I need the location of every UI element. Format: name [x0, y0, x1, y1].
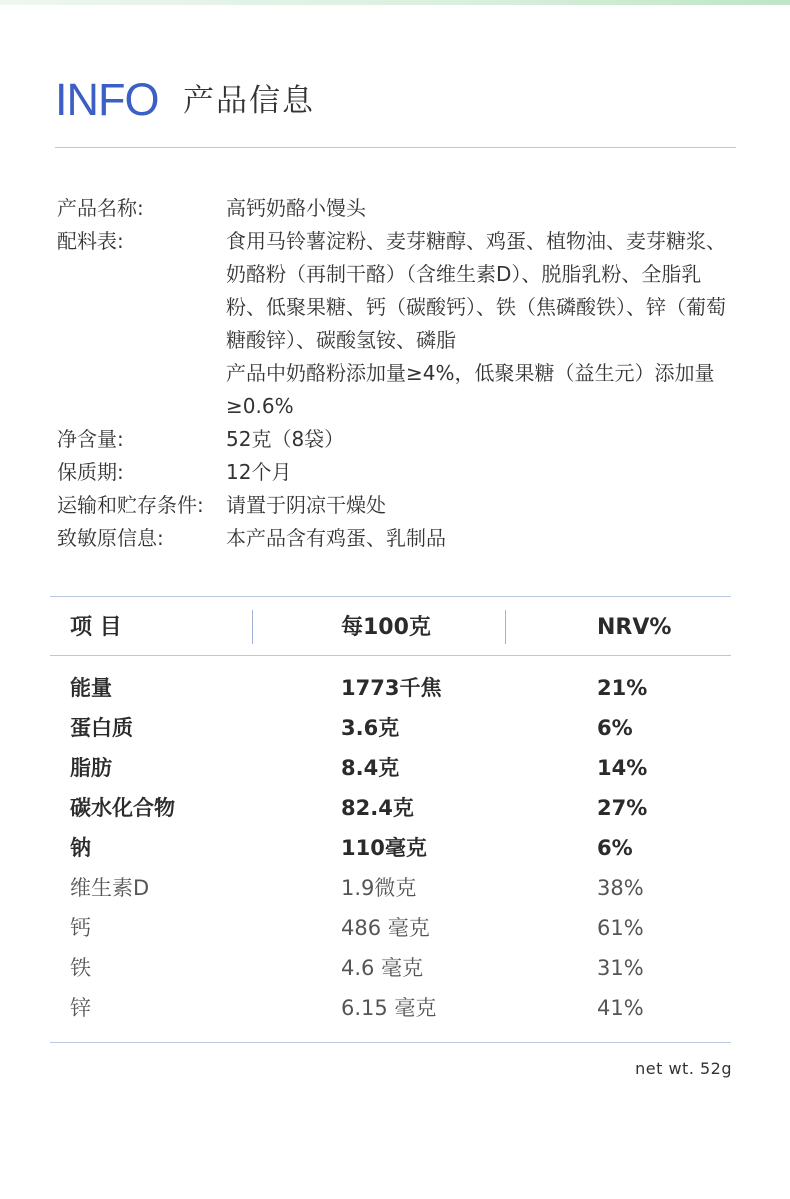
net-weight: net wt. 52g [635, 1059, 732, 1078]
nutrient-nrv: 61% [597, 916, 644, 940]
nutrient-amount: 1.9微克 [341, 876, 417, 900]
info-value [226, 192, 741, 225]
nutrient-amount: 4.6 毫克 [341, 956, 424, 980]
info-title: INFO [55, 74, 159, 125]
nutrient-amount: 6.15 毫克 [341, 996, 437, 1020]
info-label: 净含量: [57, 427, 124, 451]
nutrient-name: 锌 [70, 996, 91, 1020]
info-label: 配料表: [57, 229, 124, 253]
table-bottom-divider [50, 1042, 731, 1043]
nutrient-nrv: 21% [597, 676, 648, 700]
top-accent-bar [0, 0, 790, 5]
info-row [57, 489, 747, 522]
nutrient-nrv: 31% [597, 956, 644, 980]
header-divider [55, 147, 736, 148]
header-separator [505, 610, 506, 644]
info-subtitle: 产品信息 [183, 83, 315, 119]
table-row [50, 908, 731, 948]
header-separator [252, 610, 253, 644]
info-label: 产品名称: [57, 196, 144, 220]
info-row [57, 423, 747, 456]
product-info-list [57, 192, 747, 555]
nutrient-nrv: 38% [597, 876, 644, 900]
nutrition-table-body [50, 668, 731, 1028]
info-row [57, 225, 747, 423]
table-top-divider [50, 596, 731, 597]
info-label: 保质期: [57, 460, 124, 484]
info-value-line: 本产品含有鸡蛋、乳制品 [226, 526, 446, 550]
info-value-line: 高钙奶酪小馒头 [226, 196, 366, 220]
nutrient-amount: 82.4克 [341, 796, 414, 820]
nutrient-nrv: 6% [597, 836, 633, 860]
nutrient-name: 维生素D [70, 876, 150, 900]
table-row [50, 748, 731, 788]
nutrient-name: 脂肪 [70, 756, 112, 780]
info-row [57, 192, 747, 225]
nutrient-name: 蛋白质 [70, 716, 133, 740]
info-value [226, 456, 741, 489]
info-value [226, 522, 741, 555]
nutrient-amount: 3.6克 [341, 716, 400, 740]
table-row [50, 868, 731, 908]
table-row [50, 708, 731, 748]
nutrient-nrv: 41% [597, 996, 644, 1020]
info-value [226, 225, 741, 423]
nutrient-name: 碳水化合物 [70, 796, 175, 820]
nutrient-nrv: 14% [597, 756, 648, 780]
info-row [57, 456, 747, 489]
info-value [226, 489, 741, 522]
nutrition-table-header [50, 606, 731, 650]
info-value-line: 产品中奶酪粉添加量≥4%，低聚果糖（益生元）添加量≥0.6% [226, 361, 715, 418]
nutrient-name: 能量 [70, 676, 112, 700]
table-row [50, 988, 731, 1028]
info-value [226, 423, 741, 456]
table-row [50, 668, 731, 708]
header-nrv: NRV% [597, 615, 672, 640]
table-row [50, 828, 731, 868]
nutrient-nrv: 27% [597, 796, 648, 820]
nutrient-nrv: 6% [597, 716, 633, 740]
nutrient-name: 钙 [70, 916, 91, 940]
table-header-divider [50, 655, 731, 656]
nutrient-amount: 8.4克 [341, 756, 400, 780]
info-label: 运输和贮存条件: [57, 493, 204, 517]
info-value-line: 52克（8袋） [226, 427, 345, 451]
nutrient-amount: 110毫克 [341, 836, 427, 860]
table-row [50, 788, 731, 828]
nutrient-amount: 486 毫克 [341, 916, 430, 940]
nutrient-name: 钠 [70, 836, 91, 860]
info-value-line: 请置于阴凉干燥处 [226, 493, 386, 517]
info-value-line: 12个月 [226, 460, 292, 484]
info-label: 致敏原信息: [57, 526, 164, 550]
table-row [50, 948, 731, 988]
nutrient-name: 铁 [70, 956, 91, 980]
info-row [57, 522, 747, 555]
header-per100g: 每100克 [341, 615, 431, 640]
nutrient-amount: 1773千焦 [341, 676, 442, 700]
info-value-line: 食用马铃薯淀粉、麦芽糖醇、鸡蛋、植物油、麦芽糖浆、奶酪粉（再制干酪）（含维生素D）、脱脂乳粉、全脂乳粉、低聚果糖、钙（碳酸钙）、铁（焦磷酸铁）、锌（葡萄糖酸锌）、碳酸氢铵、磷脂 [226, 229, 726, 352]
header-item: 项 目 [70, 615, 122, 640]
